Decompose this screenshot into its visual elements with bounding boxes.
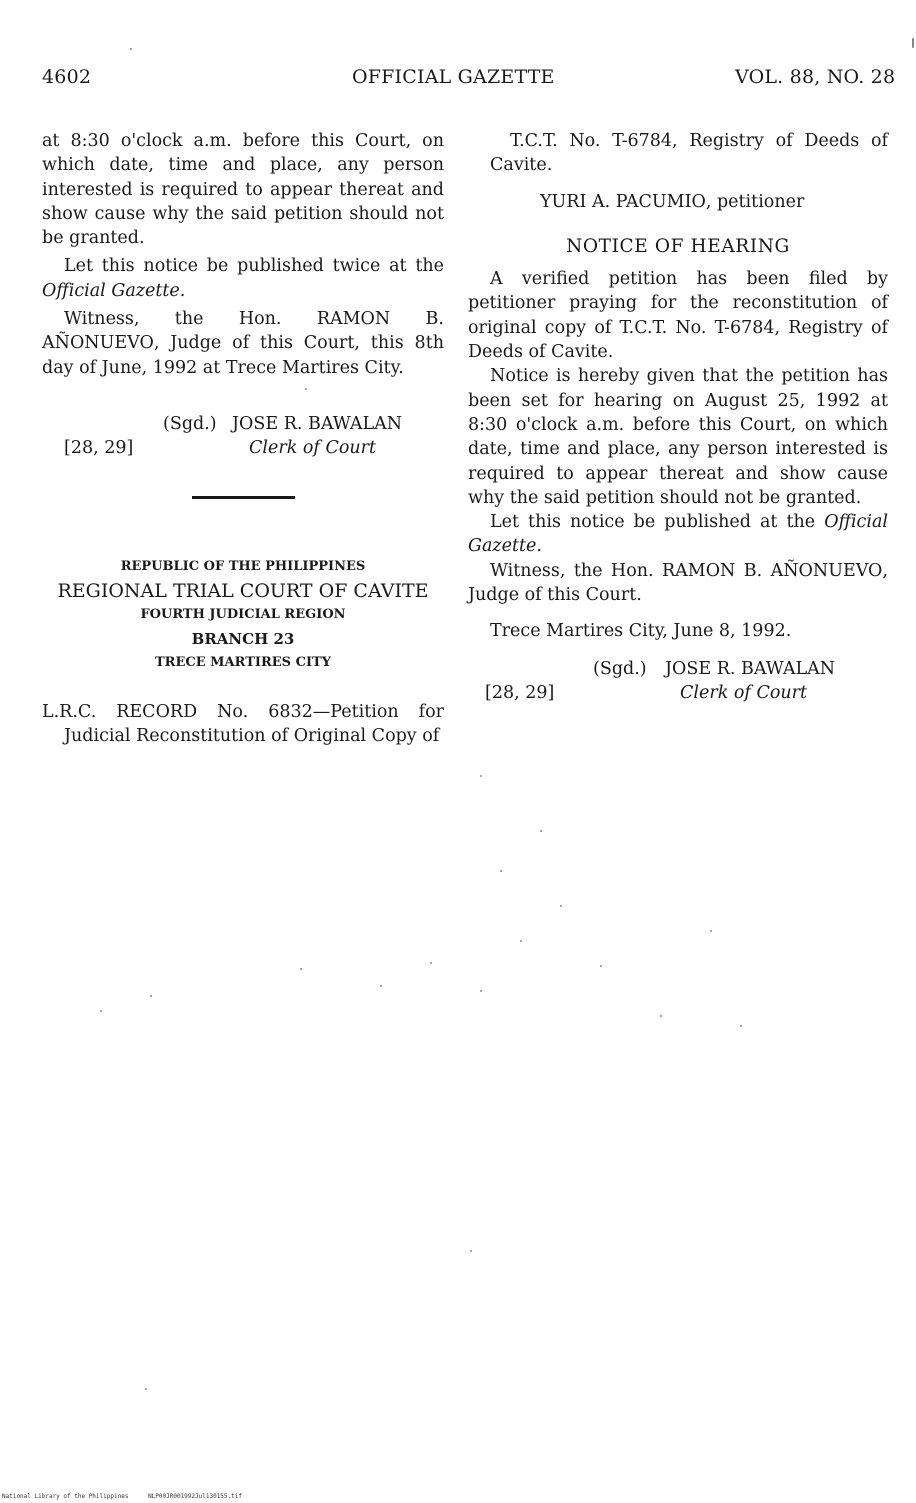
record-word: RECORD xyxy=(116,702,198,722)
issue-numbers-right: [28, 29] xyxy=(485,682,555,703)
place-date: Trece Martires City, June 8, 1992. xyxy=(490,621,792,642)
tct-line: T.C.T. No. T-6784, Registry of Deeds of Cavite. xyxy=(490,131,888,176)
witness-details-right: , Judge of this Court. xyxy=(468,560,888,606)
branch: BRANCH 23 xyxy=(191,630,295,648)
petitioner-line xyxy=(468,190,888,214)
hearing-continuation: at 8:30 o'clock a.m. before this Court, on which date, time and place, any person interested is required to appear thereat and show cause why the said petition should not be granted. xyxy=(42,131,444,249)
judge-name-right: RAMON B. AÑONUEVO xyxy=(661,560,883,581)
left-column xyxy=(42,129,444,460)
petitioner-label: , petitioner xyxy=(705,191,805,212)
signature-block-right xyxy=(468,657,888,705)
publication-title: OFFICIAL GAZETTE xyxy=(352,66,555,88)
library-name: National Library of the Philippines xyxy=(2,1493,129,1500)
publish-text: Let this notice be published twice at the xyxy=(64,256,444,277)
hearing-paragraph: Notice is hereby given that the petition has been set for hearing on August 25, 1992 at 8:30 o'clock a.m. before this Court, on which date, time and place, any person interested is required to appear thereat and show cause why the said petition should not be granted. xyxy=(468,366,888,508)
record-text: No. 6832—Petition for Judicial Reconstitution of Original Copy of xyxy=(64,702,444,747)
signer-title-right: Clerk of Court xyxy=(680,682,808,703)
signer-title: Clerk of Court xyxy=(249,437,377,458)
publish-notice-right xyxy=(468,510,888,559)
signature-block xyxy=(42,412,444,460)
issue-numbers: [28, 29] xyxy=(64,437,134,458)
witness-paragraph-right xyxy=(468,559,888,608)
page-number: 4602 xyxy=(42,66,92,88)
right-column xyxy=(468,129,888,705)
scan-footer xyxy=(2,1493,242,1500)
gazette-name: Official Gazette. xyxy=(42,280,186,301)
court-name: REGIONAL TRIAL COURT OF CAVITE xyxy=(57,580,429,602)
record-caption xyxy=(42,700,444,749)
witness-text-right: Witness, the Hon. xyxy=(490,560,662,581)
sgd-mark-right: (Sgd.) xyxy=(593,658,647,679)
judicial-region: FOURTH JUDICIAL REGION xyxy=(140,607,346,622)
republic-line: REPUBLIC OF THE PHILIPPINES xyxy=(120,559,366,574)
file-name: NLP00JR001992Jul130155.tif xyxy=(148,1493,242,1500)
witness-details: , Judge of this Court, this 8th day of June, 1992 at Trece Martires City. xyxy=(42,333,444,378)
signer-name: JOSE R. BAWALAN xyxy=(232,413,403,434)
record-prefix: L.R.C. xyxy=(42,702,117,722)
court-heading xyxy=(42,555,444,675)
witness-text: Witness, the Hon. xyxy=(64,309,317,330)
volume-number: VOL. 88, NO. 28 xyxy=(735,66,896,88)
gazette-name-right: Official Gazette. xyxy=(468,512,888,557)
judge-name: RAMON B. AÑONUEVO xyxy=(42,309,444,354)
section-divider xyxy=(192,496,295,499)
publish-text-right: Let this notice be published at the xyxy=(490,512,825,533)
court-city: TRECE MARTIRES CITY xyxy=(155,655,331,670)
record-title xyxy=(42,700,444,749)
publish-notice xyxy=(42,254,444,303)
notice-title: NOTICE OF HEARING xyxy=(566,235,790,257)
petitioner-name: YURI A. PACUMIO xyxy=(540,191,706,212)
sgd-mark: (Sgd.) xyxy=(163,413,217,434)
petition-paragraph: A verified petition has been filed by petitioner praying for the reconstitution of original copy of T.C.T. No. T-6784, Registry of Deeds of Cavite. xyxy=(468,269,888,363)
signer-name-right: JOSE R. BAWALAN xyxy=(665,658,836,679)
witness-paragraph xyxy=(42,307,444,380)
